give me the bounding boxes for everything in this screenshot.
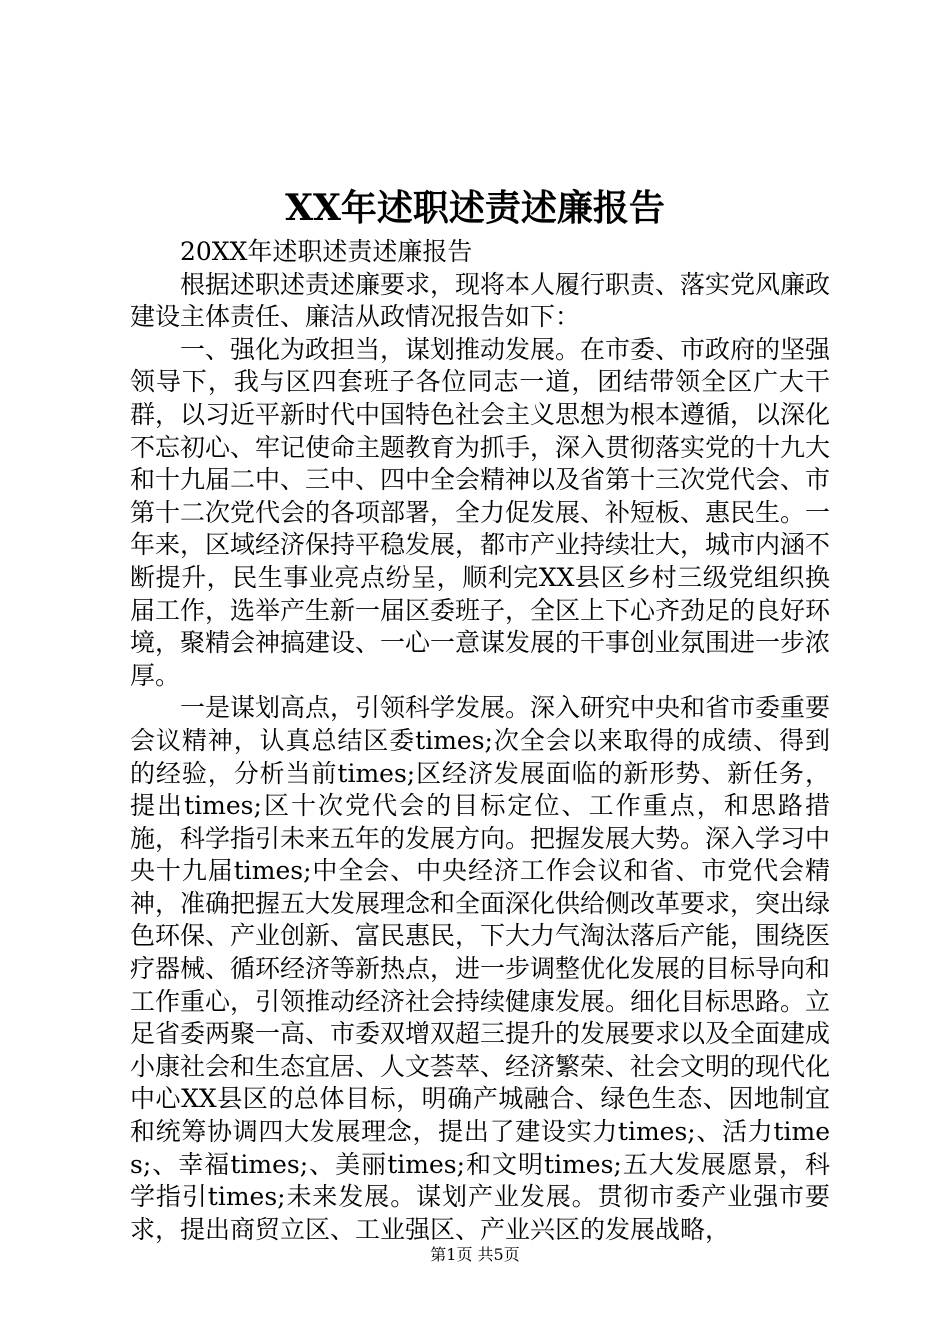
intro-paragraph: 根据述职述责述廉要求，现将本人履行职责、落实党风廉政建设主体责任、廉洁从政情况报告如下：	[130, 269, 831, 332]
document-body	[130, 236, 830, 1246]
subtitle-paragraph: 20XX年述职述责述廉报告	[180, 237, 473, 266]
section-one-paragraph: 一、强化为政担当，谋划推动发展。在市委、市政府的坚强领导下，我与区四套班子各位同志一道，团结带领全区广大干群，以习近平新时代中国特色社会主义思想为根本遵循，以深化不忘初心、牢记使命主题教育为抓手，深入贯彻落实党的十九大和十九届二中、三中、四中全会精神以及省第十三次党代会、市第十二次党代会的各项部署，全力促发展、补短板、惠民生。一年来，区域经济保持平稳发展，都市产业持续壮大，城市内涵不断提升，民生事业亮点纷呈，顺利完XX县区乡村三级党组织换届工作，选举产生新一届区委班子，全区上下心齐劲足的良好环境，聚精会神搞建设、一心一意谋发展的干事创业氛围进一步浓厚。	[130, 334, 831, 690]
document-title: XX年述职述责述廉报告	[285, 187, 665, 229]
page-number-footer: 第1页 共5页	[430, 1245, 520, 1264]
section-one-point-one-paragraph: 一是谋划高点，引领科学发展。深入研究中央和省市委重要会议精神，认真总结区委times;次全会以来取得的成绩、得到的经验，分析当前times;区经济发展面临的新形势、新任务，提出times;区十次党代会的目标定位、工作重点，和思路措施，科学指引未来五年的发展方向。把握发展大势。深入学习中央十九届times;中全会、中央经济工作会议和省、市党代会精神，准确把握五大发展理念和全面深化供给侧改革要求，突出绿色环保、产业创新、富民惠民，下大力气淘汰落后产能，围绕医疗器械、循环经济等新热点，进一步调整优化发展的目标导向和工作重心，引领推动经济社会持续健康发展。细化目标思路。立足省委两聚一高、市委双增双超三提升的发展要求以及全面建成小康社会和生态宜居、人文荟萃、经济繁荣、社会文明的现代化中心XX县区的总体目标，明确产城融合、绿色生态、因地制宜和统筹协调四大发展理念，提出了建设实力times;、活力times;、幸福times;、美丽times;和文明times;五大发展愿景，科学指引times;未来发展。谋划产业发展。贯彻市委产业强市要求，提出商贸立区、工业强区、产业兴区的发展战略，	[130, 693, 831, 1244]
